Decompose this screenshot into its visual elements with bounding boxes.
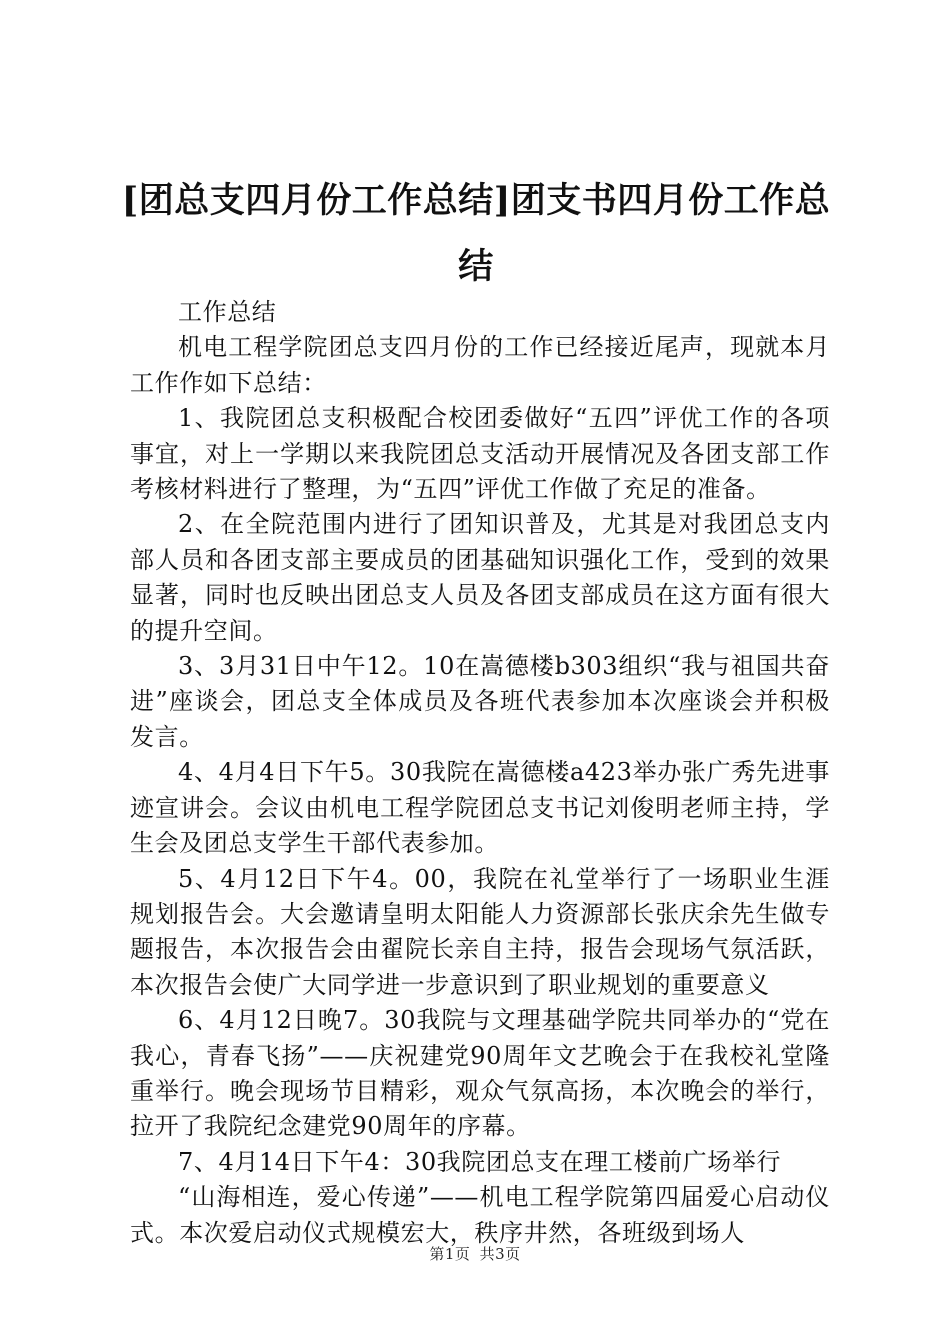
paragraph: “山海相连，爱心传递”——机电工程学院第四届爱心启动仪式。本次爱启动仪式规模宏大，秩序井然，各班级到场人 xyxy=(130,1183,830,1247)
page-total: 共3页 xyxy=(479,1245,521,1263)
document-body xyxy=(130,295,830,1251)
paragraph: 3、3月31日中午12。10在嵩德楼b303组织“我与祖国共奋进”座谈会，团总支全体成员及各班代表参加本次座谈会并积极发言。 xyxy=(130,652,830,751)
paragraph: 6、4月12日晚7。30我院与文理基础学院共同举办的“党在我心，青春飞扬”——庆祝建党90周年文艺晚会于在我校礼堂隆重举行。晚会现场节目精彩，观众气氛高扬，本次晚会的举行，拉开了我院纪念建党90周年的序幕。 xyxy=(130,1006,830,1141)
paragraph: 机电工程学院团总支四月份的工作已经接近尾声，现就本月工作作如下总结： xyxy=(130,333,830,397)
page-number: 第1页 xyxy=(429,1245,471,1263)
paragraph: 2、在全院范围内进行了团知识普及，尤其是对我团总支内部人员和各团支部主要成员的团基础知识强化工作，受到的效果显著，同时也反映出团总支人员及各团支部成员在这方面有很大的提升空间。 xyxy=(130,510,830,645)
paragraph: 4、4月4日下午5。30我院在嵩德楼a423举办张广秀先进事迹宣讲会。会议由机电工程学院团总支书记刘俊明老师主持，学生会及团总支学生干部代表参加。 xyxy=(130,758,830,858)
document-title: [团总支四月份工作总结]团支书四月份工作总结 xyxy=(121,180,831,287)
paragraph: 1、我院团总支积极配合校团委做好“五四”评优工作的各项事宜，对上一学期以来我院团总支活动开展情况及各团支部工作考核材料进行了整理，为“五四”评优工作做了充足的准备。 xyxy=(130,404,830,504)
paragraph: 5、4月12日下午4。00，我院在礼堂举行了一场职业生涯规划报告会。大会邀请皇明太阳能人力资源部长张庆余先生做专题报告，本次报告会由翟院长亲自主持，报告会现场气氛活跃，本次报告会使广大同学进一步意识到了职业规划的重要意义 xyxy=(130,864,830,999)
paragraph: 7、4月14日下午4：30我院团总支在理工楼前广场举行 xyxy=(178,1147,782,1176)
page-footer xyxy=(0,1243,950,1264)
section-heading: 工作总结 xyxy=(178,298,277,326)
